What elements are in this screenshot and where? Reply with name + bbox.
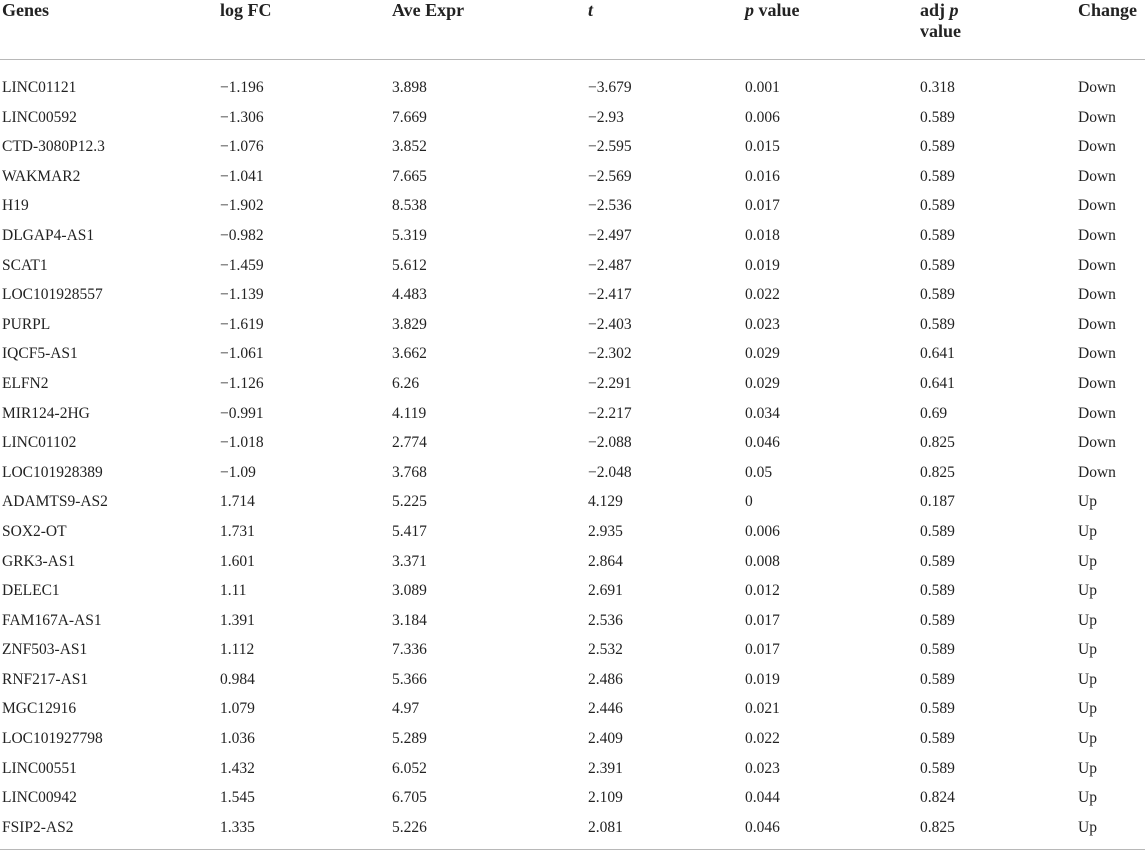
cell-change: Up [1078,700,1097,718]
cell-p-value: 0.029 [745,374,780,392]
cell-ave-expr: 7.336 [392,641,427,659]
cell-log-fc: 0.984 [220,670,255,688]
cell-ave-expr: 4.97 [392,700,420,718]
header-adj-value-text: value [920,21,962,41]
cell-change: Up [1078,493,1097,511]
cell-adj-p-value: 0.589 [920,226,955,244]
cell-log-fc: 1.036 [220,730,255,748]
cell-log-fc: −1.126 [220,374,264,392]
cell-ave-expr: 3.852 [392,138,427,156]
cell-ave-expr: 4.483 [392,286,427,304]
cell-t: −2.93 [588,108,624,126]
cell-p-value: 0.018 [745,226,780,244]
cell-gene: CTD-3080P12.3 [2,138,105,156]
cell-log-fc: −1.306 [220,108,264,126]
table-row [0,103,1145,133]
cell-ave-expr: 5.225 [392,493,427,511]
cell-adj-p-value: 0.589 [920,670,955,688]
cell-p-value: 0.022 [745,286,780,304]
cell-adj-p-value: 0.825 [920,463,955,481]
table-row [0,73,1145,103]
cell-t: −2.048 [588,463,632,481]
cell-change: Down [1078,286,1116,304]
cell-adj-p-value: 0.589 [920,641,955,659]
cell-t: 2.536 [588,611,623,629]
table-header-row [0,0,1145,60]
cell-p-value: 0.008 [745,552,780,570]
cell-log-fc: 1.079 [220,700,255,718]
header-t-symbol: t [588,0,594,20]
cell-gene: IQCF5-AS1 [2,345,78,363]
cell-adj-p-value: 0.589 [920,582,955,600]
table-row [0,635,1145,665]
cell-t: 2.691 [588,582,623,600]
cell-log-fc: −1.09 [220,463,256,481]
table-bottom-rule [0,849,1145,850]
cell-ave-expr: 2.774 [392,434,427,452]
cell-t: −3.679 [588,79,632,96]
cell-change: Down [1078,197,1116,215]
cell-change: Down [1078,404,1116,422]
cell-adj-p-value: 0.589 [920,522,955,540]
table-row [0,458,1145,488]
cell-gene: DELEC1 [2,582,60,600]
cell-t: −2.497 [588,226,632,244]
cell-change: Down [1078,315,1116,333]
cell-t: −2.088 [588,434,632,452]
cell-gene: H19 [2,197,29,215]
cell-p-value: 0 [745,493,753,511]
cell-p-value: 0.022 [745,730,780,748]
cell-t: 2.532 [588,641,623,659]
table-row [0,517,1145,547]
cell-t: −2.302 [588,345,632,363]
cell-t: −2.291 [588,374,632,392]
cell-change: Down [1078,434,1116,452]
cell-ave-expr: 3.829 [392,315,427,333]
cell-adj-p-value: 0.825 [920,434,955,452]
cell-change: Up [1078,670,1097,688]
cell-log-fc: −1.018 [220,434,264,452]
table-row [0,813,1145,843]
header-p-value [745,0,800,21]
cell-change: Up [1078,759,1097,777]
header-change: Change [1078,0,1138,20]
cell-gene: ZNF503-AS1 [2,641,88,659]
cell-change: Down [1078,374,1116,392]
cell-log-fc: −0.982 [220,226,264,244]
table-row [0,606,1145,636]
table-row [0,369,1145,399]
cell-adj-p-value: 0.641 [920,345,955,363]
table-row [0,339,1145,369]
cell-adj-p-value: 0.589 [920,167,955,185]
cell-log-fc: 1.601 [220,552,255,570]
cell-adj-p-value: 0.589 [920,315,955,333]
cell-ave-expr: 7.665 [392,167,427,185]
cell-gene: FSIP2-AS2 [2,818,74,836]
table-body [0,73,1145,842]
cell-gene: LINC00942 [2,789,77,807]
cell-log-fc: 1.731 [220,522,255,540]
cell-ave-expr: 4.119 [392,404,427,422]
cell-t: 2.081 [588,818,623,836]
cell-t: 2.864 [588,552,623,570]
cell-change: Up [1078,582,1097,600]
cell-ave-expr: 3.184 [392,611,427,629]
table-row [0,251,1145,281]
cell-gene: DLGAP4-AS1 [2,226,95,244]
cell-ave-expr: 8.538 [392,197,427,215]
cell-log-fc: −1.139 [220,286,264,304]
header-genes: Genes [2,0,49,20]
cell-log-fc: −1.196 [220,79,264,96]
cell-t: −2.217 [588,404,632,422]
cell-change: Down [1078,463,1116,481]
cell-p-value: 0.023 [745,759,780,777]
cell-ave-expr: 3.371 [392,552,427,570]
header-adj-p-value [920,0,961,42]
cell-ave-expr: 6.26 [392,374,420,392]
cell-change: Down [1078,345,1116,363]
cell-log-fc: 1.11 [220,582,247,600]
cell-t: 2.409 [588,730,623,748]
cell-gene: RNF217-AS1 [2,670,89,688]
cell-log-fc: 1.335 [220,818,255,836]
table-row [0,694,1145,724]
table-row [0,547,1145,577]
cell-t: 2.446 [588,700,623,718]
cell-t: −2.536 [588,197,632,215]
header-adj-text: adj [920,0,950,20]
cell-change: Down [1078,167,1116,185]
cell-change: Down [1078,138,1116,156]
cell-adj-p-value: 0.589 [920,730,955,748]
cell-adj-p-value: 0.589 [920,138,955,156]
cell-ave-expr: 6.052 [392,759,427,777]
cell-ave-expr: 5.226 [392,818,427,836]
cell-t: −2.403 [588,315,632,333]
cell-p-value: 0.017 [745,197,780,215]
cell-log-fc: 1.112 [220,641,255,659]
cell-log-fc: −1.061 [220,345,264,363]
cell-change: Down [1078,256,1116,274]
cell-adj-p-value: 0.641 [920,374,955,392]
cell-gene: LOC101928389 [2,463,103,481]
cell-log-fc: 1.432 [220,759,255,777]
cell-gene: ADAMTS9-AS2 [2,493,108,511]
header-p-symbol: p [745,0,754,20]
cell-log-fc: 1.391 [220,611,255,629]
cell-t: −2.417 [588,286,632,304]
cell-gene: FAM167A-AS1 [2,611,102,629]
cell-ave-expr: 3.089 [392,582,427,600]
cell-p-value: 0.019 [745,256,780,274]
cell-log-fc: −0.991 [220,404,264,422]
header-t [588,0,593,21]
cell-t: −2.595 [588,138,632,156]
cell-adj-p-value: 0.589 [920,611,955,629]
header-adj-p-symbol: p [949,0,959,20]
cell-adj-p-value: 0.589 [920,552,955,570]
cell-log-fc: −1.902 [220,197,264,215]
cell-adj-p-value: 0.318 [920,79,955,96]
cell-gene: SCAT1 [2,256,48,274]
cell-p-value: 0.006 [745,108,780,126]
cell-p-value: 0.016 [745,167,780,185]
cell-p-value: 0.001 [745,79,780,96]
table-row [0,487,1145,517]
cell-p-value: 0.05 [745,463,773,481]
cell-gene: PURPL [2,315,51,333]
table-row [0,162,1145,192]
table-row [0,399,1145,429]
cell-log-fc: −1.076 [220,138,264,156]
cell-p-value: 0.021 [745,700,780,718]
cell-p-value: 0.029 [745,345,780,363]
cell-p-value: 0.006 [745,522,780,540]
cell-ave-expr: 5.417 [392,522,427,540]
cell-ave-expr: 3.662 [392,345,427,363]
cell-p-value: 0.015 [745,138,780,156]
cell-t: −2.569 [588,167,632,185]
cell-gene: MIR124-2HG [2,404,90,422]
table-row [0,724,1145,754]
cell-p-value: 0.044 [745,789,780,807]
cell-change: Up [1078,641,1097,659]
cell-change: Up [1078,611,1097,629]
cell-change: Up [1078,789,1097,807]
cell-adj-p-value: 0.589 [920,108,955,126]
table-row [0,665,1145,695]
cell-adj-p-value: 0.187 [920,493,955,511]
cell-adj-p-value: 0.825 [920,818,955,836]
cell-log-fc: −1.459 [220,256,264,274]
header-log-fc: log FC [220,0,272,20]
cell-p-value: 0.046 [745,434,780,452]
cell-gene: LINC00592 [2,108,77,126]
cell-ave-expr: 3.768 [392,463,427,481]
cell-ave-expr: 5.612 [392,256,427,274]
cell-gene: SOX2-OT [2,522,67,540]
cell-log-fc: 1.714 [220,493,255,511]
cell-change: Up [1078,730,1097,748]
cell-ave-expr: 5.366 [392,670,427,688]
table-row [0,783,1145,813]
cell-p-value: 0.012 [745,582,780,600]
cell-ave-expr: 3.898 [392,79,427,96]
cell-p-value: 0.023 [745,315,780,333]
cell-change: Down [1078,108,1116,126]
cell-adj-p-value: 0.589 [920,197,955,215]
cell-p-value: 0.046 [745,818,780,836]
cell-ave-expr: 6.705 [392,789,427,807]
cell-change: Down [1078,226,1116,244]
cell-gene: LINC01102 [2,434,77,452]
cell-ave-expr: 5.319 [392,226,427,244]
cell-p-value: 0.019 [745,670,780,688]
cell-adj-p-value: 0.824 [920,789,955,807]
cell-gene: LINC00551 [2,759,77,777]
cell-change: Down [1078,79,1116,96]
cell-t: −2.487 [588,256,632,274]
cell-gene: LOC101927798 [2,730,103,748]
cell-t: 2.109 [588,789,623,807]
cell-log-fc: 1.545 [220,789,255,807]
cell-t: 2.391 [588,759,623,777]
cell-gene: ELFN2 [2,374,49,392]
table-row [0,576,1145,606]
cell-ave-expr: 5.289 [392,730,427,748]
cell-gene: MGC12916 [2,700,77,718]
header-p-value-text: value [754,0,800,20]
table-row [0,754,1145,784]
cell-p-value: 0.017 [745,641,780,659]
cell-gene: GRK3-AS1 [2,552,76,570]
header-ave-expr: Ave Expr [392,0,465,20]
cell-gene: LINC01121 [2,79,77,96]
cell-gene: WAKMAR2 [2,167,81,185]
table-row [0,132,1145,162]
cell-adj-p-value: 0.69 [920,404,948,422]
cell-adj-p-value: 0.589 [920,700,955,718]
cell-t: 2.935 [588,522,623,540]
cell-log-fc: −1.619 [220,315,264,333]
cell-t: 2.486 [588,670,623,688]
cell-p-value: 0.017 [745,611,780,629]
cell-adj-p-value: 0.589 [920,256,955,274]
cell-log-fc: −1.041 [220,167,264,185]
cell-adj-p-value: 0.589 [920,286,955,304]
table-row [0,310,1145,340]
cell-gene: LOC101928557 [2,286,103,304]
table-row [0,280,1145,310]
table-row [0,221,1145,251]
table-row [0,428,1145,458]
table-row [0,191,1145,221]
cell-change: Up [1078,552,1097,570]
cell-p-value: 0.034 [745,404,780,422]
cell-change: Up [1078,522,1097,540]
cell-ave-expr: 7.669 [392,108,427,126]
cell-change: Up [1078,818,1097,836]
cell-adj-p-value: 0.589 [920,759,955,777]
cell-t: 4.129 [588,493,623,511]
